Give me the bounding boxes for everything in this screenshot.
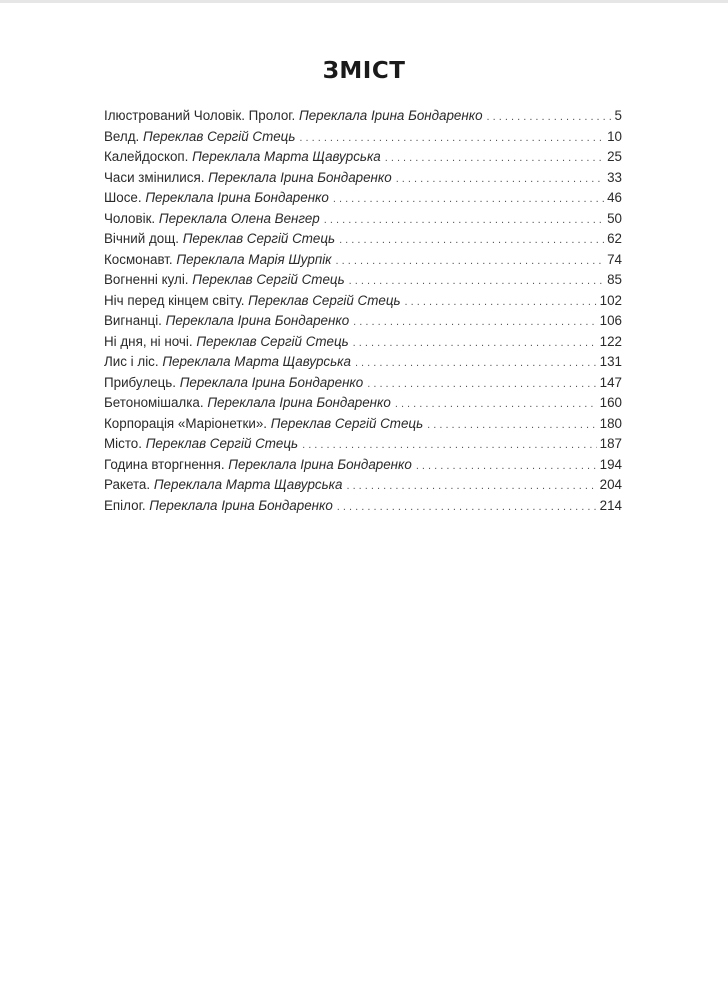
- toc-entry-translator: Переклала Ірина Бондаренко: [299, 108, 483, 123]
- toc-entry-translator: Переклала Ірина Бондаренко: [165, 313, 350, 328]
- toc-entry-text: [104, 209, 320, 230]
- toc-entry-translator: Переклала Марта Щавурська: [192, 149, 381, 164]
- toc-entry-title: Лис і ліс.: [104, 354, 159, 369]
- toc-entry: [104, 188, 622, 209]
- toc-entry-text: [104, 270, 345, 291]
- toc-entry-title: Бетономішалка.: [104, 395, 204, 410]
- toc-entry-page-number: 74: [607, 251, 622, 267]
- toc-entry-text: [104, 434, 298, 455]
- toc-entry-title: Година вторгнення.: [104, 456, 225, 472]
- toc-entry-translator: Переклала Ірина Бондаренко: [149, 497, 333, 513]
- dot-leader: [427, 415, 597, 436]
- dot-leader: [416, 456, 597, 477]
- toc-entry-text: [104, 229, 335, 250]
- dot-leader: [302, 435, 597, 456]
- toc-entry-page-number: 194: [599, 456, 622, 472]
- toc-entry-translator: Переклала Марта Щавурська: [162, 354, 351, 369]
- toc-entry-text: [104, 127, 295, 148]
- toc-entry: [104, 393, 622, 414]
- toc-entry-text: [104, 291, 401, 312]
- toc-entry-page-number: 46: [607, 190, 622, 205]
- toc-entry-translator: Переклав Сергій Стець: [270, 415, 424, 431]
- toc-entry: [104, 147, 622, 168]
- toc-entry-page-number: 85: [607, 272, 622, 287]
- toc-entry-title: Ілюстрований Чоловік. Пролог.: [104, 108, 296, 123]
- toc-entry-title: Калейдоскоп.: [104, 149, 189, 164]
- toc-entry-page-number: 62: [607, 231, 622, 246]
- dot-leader: [385, 148, 604, 169]
- toc-entry-text: [104, 168, 392, 189]
- toc-entry-title: Ніч перед кінцем світу.: [104, 292, 245, 308]
- toc-entry: [104, 106, 622, 127]
- toc-entry: [104, 250, 622, 271]
- dot-leader: [395, 394, 597, 415]
- dot-leader: [337, 497, 597, 518]
- toc-entry-title: Велд.: [104, 128, 140, 144]
- toc-entry-text: [104, 496, 333, 517]
- toc-entry: [104, 291, 622, 312]
- page-title: ЗМІСТ: [322, 58, 406, 84]
- toc-entry-title: Ракета.: [104, 477, 151, 492]
- toc-entry-page-number: 25: [607, 149, 622, 164]
- toc-entry-translator: Переклав Сергій Стець: [192, 272, 345, 287]
- toc-entry-title: Шосе.: [104, 190, 142, 205]
- dot-leader: [355, 353, 597, 374]
- toc-entry-text: [104, 250, 332, 271]
- toc-entry-translator: Переклала Марія Шурпік: [176, 251, 332, 267]
- toc-entry: [104, 455, 622, 476]
- toc-entry: [104, 496, 622, 517]
- toc-entry-translator: Переклав Сергій Стець: [182, 231, 336, 246]
- toc-entry-page-number: 204: [599, 477, 622, 492]
- dot-leader: [299, 128, 604, 149]
- toc-entry-translator: Переклала Ірина Бондаренко: [145, 190, 329, 205]
- toc-entry-translator: Переклав Сергій Стець: [248, 292, 401, 308]
- toc-entry-text: [104, 106, 483, 127]
- toc-entry-title: Часи змінилися.: [104, 169, 205, 185]
- toc-entry-page-number: 122: [599, 333, 622, 349]
- top-divider: [0, 0, 728, 3]
- toc-entry: [104, 127, 622, 148]
- toc-entry-page-number: 33: [607, 169, 622, 185]
- dot-leader: [367, 374, 596, 395]
- dot-leader: [336, 251, 605, 272]
- toc-entry: [104, 352, 622, 373]
- dot-leader: [353, 333, 597, 354]
- toc-entry-title: Чоловік.: [104, 210, 156, 226]
- toc-entry-translator: Переклала Ірина Бондаренко: [179, 374, 364, 390]
- toc-entry-text: [104, 352, 351, 373]
- toc-entry-translator: Переклала Ірина Бондаренко: [207, 395, 391, 410]
- toc-entry-page-number: 187: [599, 436, 622, 451]
- toc-entry-title: Прибулець.: [104, 374, 176, 390]
- toc-entry: [104, 270, 622, 291]
- toc-entry-translator: Переклав Сергій Стець: [145, 436, 299, 451]
- toc-entry-page-number: 10: [607, 128, 622, 144]
- toc-entry-translator: Переклав Сергій Стець: [196, 333, 349, 349]
- dot-leader: [339, 230, 604, 251]
- toc-entry-text: [104, 414, 423, 435]
- toc-entry: [104, 332, 622, 353]
- toc-entry-title: Ні дня, ні ночі.: [104, 333, 193, 349]
- toc-entry: [104, 209, 622, 230]
- toc-entry-translator: Переклала Марта Щавурська: [153, 477, 343, 492]
- toc-entry-page-number: 5: [614, 108, 622, 123]
- toc-entry: [104, 311, 622, 332]
- dot-leader: [405, 292, 597, 313]
- toc-entry: [104, 475, 622, 496]
- toc-entry-text: [104, 455, 412, 476]
- dot-leader: [324, 210, 604, 231]
- toc-entry: [104, 229, 622, 250]
- toc-entry-page-number: 147: [599, 374, 622, 390]
- toc-entry-text: [104, 373, 363, 394]
- dot-leader: [333, 189, 604, 210]
- toc-entry-title: Вічний дощ.: [104, 231, 179, 246]
- toc-entry: [104, 373, 622, 394]
- toc-entry-page-number: 102: [599, 292, 622, 308]
- toc-entry-page-number: 160: [599, 395, 622, 410]
- table-of-contents: [104, 106, 622, 516]
- toc-entry-text: [104, 393, 391, 414]
- toc-entry-translator: Переклала Ірина Бондаренко: [208, 169, 392, 185]
- toc-entry-translator: Переклала Олена Венгер: [158, 210, 320, 226]
- toc-entry-page-number: 131: [599, 354, 622, 369]
- toc-entry-title: Епілог.: [104, 497, 146, 513]
- toc-entry-title: Вогненні кулі.: [104, 272, 189, 287]
- dot-leader: [487, 107, 612, 128]
- dot-leader: [353, 312, 597, 333]
- toc-entry-page-number: 180: [599, 415, 622, 431]
- toc-entry: [104, 414, 622, 435]
- toc-entry-title: Місто.: [104, 436, 142, 451]
- toc-entry-translator: Переклав Сергій Стець: [143, 128, 296, 144]
- dot-leader: [396, 169, 604, 190]
- toc-entry-translator: Переклала Ірина Бондаренко: [228, 456, 412, 472]
- toc-entry-text: [104, 475, 342, 496]
- toc-entry-title: Космонавт.: [104, 251, 173, 267]
- toc-entry-page-number: 50: [607, 210, 622, 226]
- toc-entry-text: [104, 332, 349, 353]
- toc-entry-title: Корпорація «Маріонетки».: [104, 415, 268, 431]
- toc-entry-page-number: 214: [599, 497, 622, 513]
- toc-entry-page-number: 106: [599, 313, 622, 328]
- dot-leader: [349, 271, 604, 292]
- toc-entry-text: [104, 311, 349, 332]
- toc-entry-text: [104, 147, 381, 168]
- toc-entry-title: Вигнанці.: [104, 313, 162, 328]
- toc-entry-text: [104, 188, 329, 209]
- toc-entry: [104, 434, 622, 455]
- dot-leader: [346, 476, 596, 497]
- toc-entry: [104, 168, 622, 189]
